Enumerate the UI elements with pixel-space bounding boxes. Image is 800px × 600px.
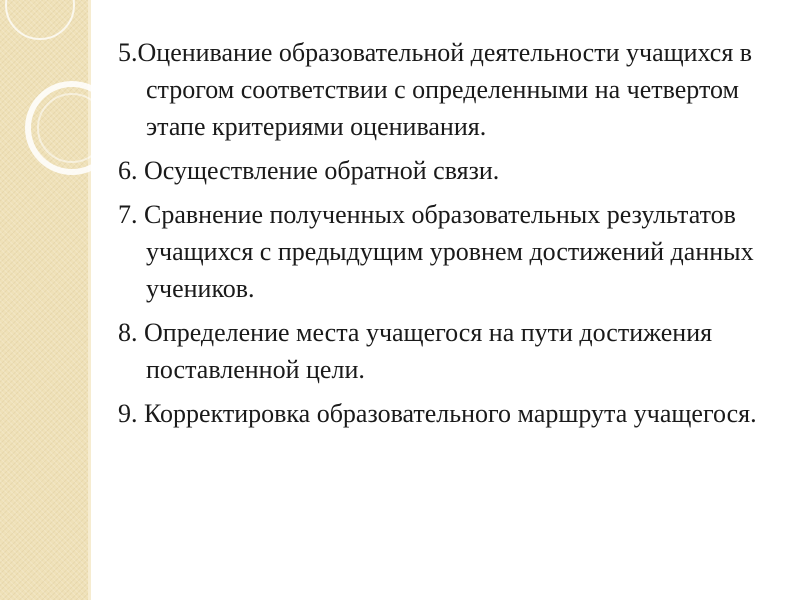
decorative-ring-inner [38, 94, 106, 162]
list-item: 5.Оценивание образовательной деятельности учащихся в строгом соответствии с определенными на четвертом этапе критериями оценивания. [118, 38, 753, 141]
decorative-ring-large [28, 84, 116, 172]
list-item: 9. Корректировка образовательного маршрута учащегося. [118, 399, 757, 428]
list-item: 7. Сравнение полученных образовательных результатов учащихся с предыдущим уровнем достижений данных учеников. [118, 200, 754, 303]
decorative-ring-top [6, 0, 74, 39]
list-item: 8. Определение места учащегося на пути достижения поставленной цели. [118, 318, 713, 384]
decorative-rings [0, 0, 120, 220]
slide-text-list [118, 34, 790, 439]
list-item: 6. Осуществление обратной связи. [118, 156, 500, 185]
